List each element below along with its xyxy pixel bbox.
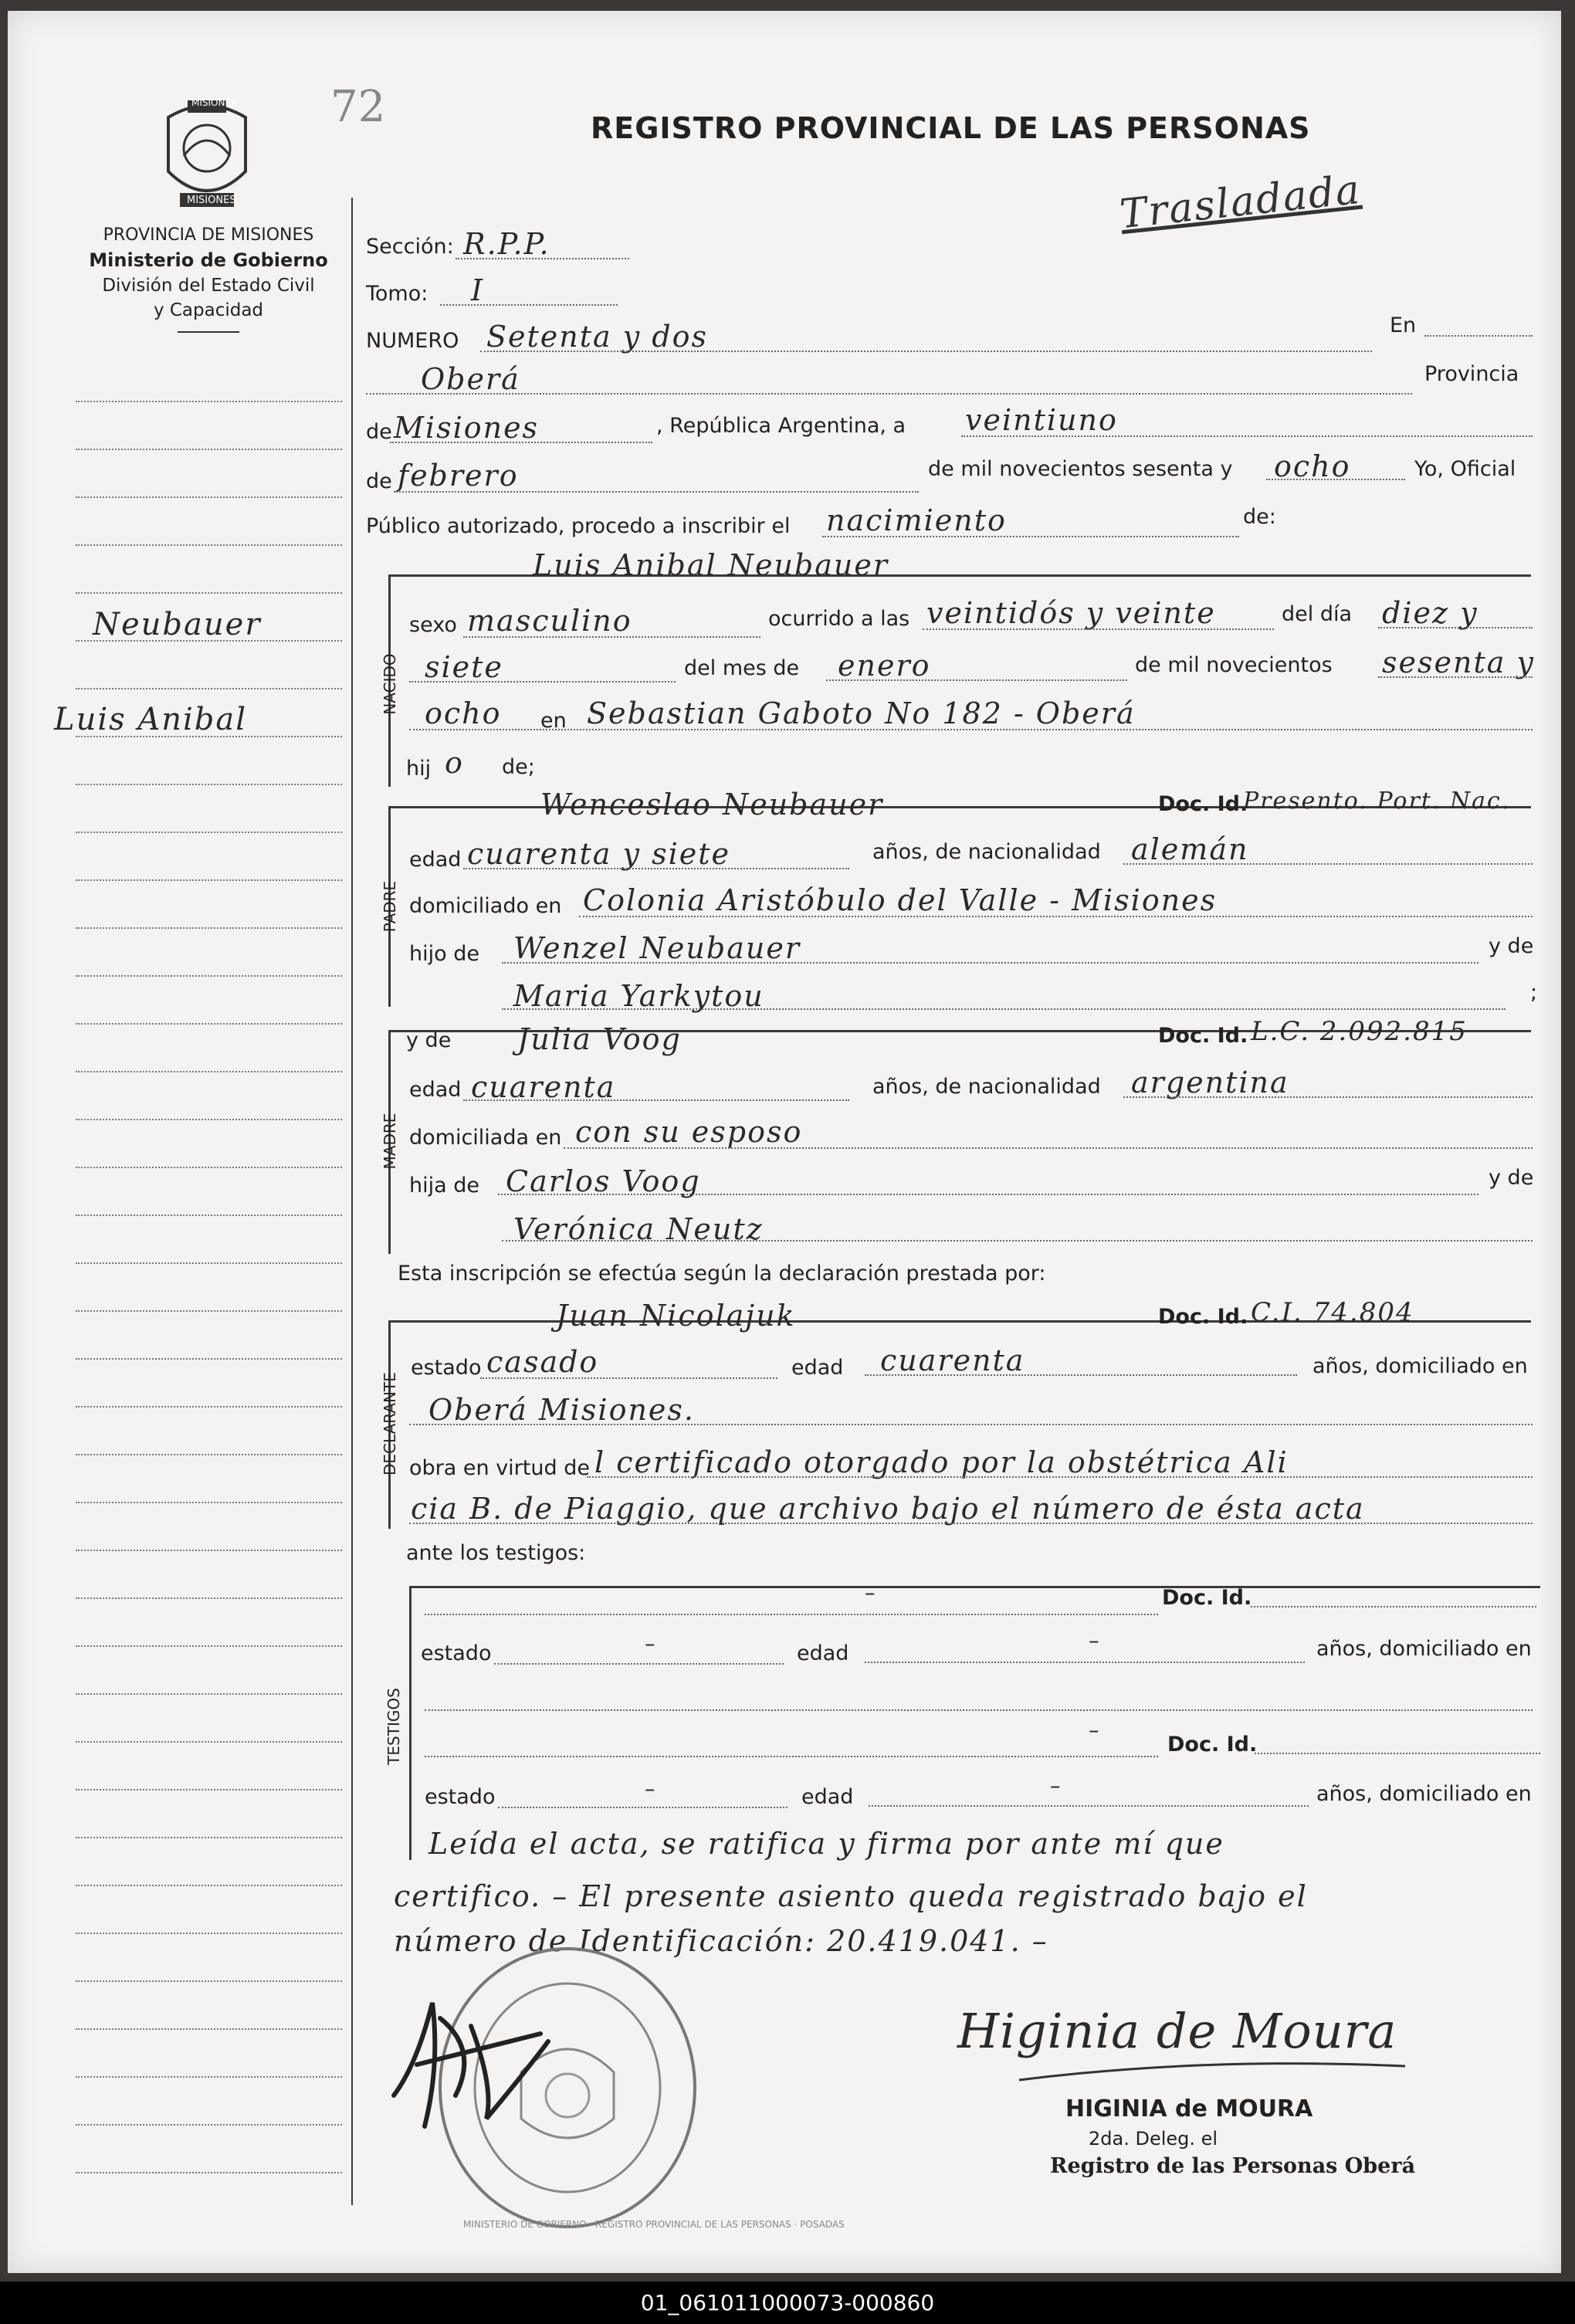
madre-father-name: Carlos Voog xyxy=(506,1164,701,1198)
padre-doc-label: Doc. Id. xyxy=(1158,792,1248,816)
margin-ruled-line xyxy=(76,1406,342,1408)
testigo1-edad-label: edad xyxy=(797,1641,849,1665)
closing-line-3: número de Identificación: 20.419.041. – xyxy=(394,1924,1048,1958)
image-caption: 01_061011000073-000860 xyxy=(0,2282,1575,2324)
padre-mother-name: Maria Yarkytou xyxy=(513,979,764,1013)
margin-ruled-line xyxy=(76,832,342,833)
provincia-value: Misiones xyxy=(394,411,540,445)
nacido-name: Luis Anibal Neubauer xyxy=(533,548,889,582)
office-line-4: y Capacidad xyxy=(153,300,264,320)
testigo1-dash: – xyxy=(865,1581,876,1605)
dia-value: diez y xyxy=(1382,596,1478,630)
margin-column-rule xyxy=(351,198,353,2205)
padre-semicolon: ; xyxy=(1530,981,1538,1004)
testigo1-estado-label: estado xyxy=(421,1641,492,1665)
hora-value: veintidós y veinte xyxy=(926,596,1216,630)
publico-label: Público autorizado, procedo a inscribir el xyxy=(366,514,791,538)
madre-label: MADRE xyxy=(381,1113,399,1170)
margin-ruled-line xyxy=(76,1502,342,1503)
margin-given-names: Luis Anibal xyxy=(54,702,248,737)
de-label: de xyxy=(366,420,392,444)
padre-y-de-label: y de xyxy=(1489,934,1534,958)
registrar-role: 2da. Deleg. el xyxy=(1089,2128,1218,2150)
lugar-value: Sebastian Gaboto No 182 - Oberá xyxy=(587,696,1136,730)
anio-value-cont: ocho xyxy=(425,696,502,730)
declarante-obra-label: obra en virtud de xyxy=(409,1456,590,1480)
madre-name: Julia Voog xyxy=(517,1022,682,1056)
republica-label: , República Argentina, a xyxy=(656,414,906,438)
seal-text: MINISTERIO DE GOBIERNO · REGISTRO PROVINCIAL DE LAS PERSONAS · POSADAS xyxy=(463,2219,845,2230)
margin-ruled-line xyxy=(76,1071,342,1072)
office-line-1: PROVINCIA DE MISIONES xyxy=(103,225,314,245)
testigos-label: TESTIGOS xyxy=(384,1688,403,1765)
margin-ruled-line xyxy=(76,1119,342,1120)
madre-domiciliada-label: domiciliada en xyxy=(409,1126,562,1150)
crest-top-text: MISIONES xyxy=(191,97,237,108)
registry-page xyxy=(8,11,1561,2273)
day-value: veintiuno xyxy=(965,403,1118,437)
margin-ruled-line xyxy=(76,1550,342,1551)
testigo2-edad-label: edad xyxy=(801,1785,854,1809)
margin-ruled-line xyxy=(76,1693,342,1695)
del-dia-label: del día xyxy=(1282,602,1353,626)
office-block xyxy=(54,225,363,333)
ocurrido-label: ocurrido a las xyxy=(768,607,910,631)
padre-name: Wenceslao Neubauer xyxy=(540,788,884,822)
margin-ruled-line xyxy=(76,401,342,402)
madre-doc-label: Doc. Id. xyxy=(1158,1024,1248,1048)
sexo-label: sexo xyxy=(409,613,457,637)
declarante-edad-value: cuarenta xyxy=(880,1343,1025,1377)
office-underline xyxy=(178,331,239,333)
margin-ruled-line xyxy=(76,2076,342,2078)
margin-ruled-line xyxy=(76,1933,342,1934)
declarante-name: Juan Nicolajuk xyxy=(556,1299,796,1333)
margin-ruled-line xyxy=(76,927,342,929)
testigo1-estado-dash: – xyxy=(645,1632,655,1656)
registrar-office: Registro de las Personas Oberá xyxy=(1050,2154,1416,2178)
margin-ruled-line xyxy=(76,2028,342,2030)
margin-ruled-line xyxy=(76,1167,342,1168)
mes-value: enero xyxy=(838,649,931,683)
padre-nacionalidad-value: alemán xyxy=(1131,832,1249,866)
padre-hijo-de-label: hijo de xyxy=(409,942,479,966)
month-value: febrero xyxy=(398,459,519,493)
margin-ruled-line xyxy=(76,1310,342,1312)
padre-anos-label: años, de nacionalidad xyxy=(872,840,1101,864)
yo-oficial-label: Yo, Oficial xyxy=(1414,457,1516,481)
hijo-suffix: o xyxy=(445,746,464,780)
margin-ruled-line xyxy=(76,449,342,450)
testigo2-anos-label: años, domiciliado en xyxy=(1316,1782,1532,1806)
registrar-name: HIGINIA de MOURA xyxy=(1065,2095,1313,2122)
madre-edad-value: cuarenta xyxy=(471,1070,616,1104)
office-line-3: División del Estado Civil xyxy=(102,276,315,296)
madre-hija-de-label: hija de xyxy=(409,1174,479,1198)
testigo2-estado-dash: – xyxy=(645,1777,655,1801)
closing-line-1: Leída el acta, se ratifica y firma por ante mí que xyxy=(428,1827,1224,1861)
declarante-obra-value: l certificado otorgado por la obstétrica Ali xyxy=(594,1445,1289,1479)
testigos-bracket xyxy=(409,1586,412,1860)
padre-doc-value: Presento. Port. Nac. xyxy=(1243,788,1511,815)
padre-father-name: Wenzel Neubauer xyxy=(513,931,801,965)
declarante-intro: Esta inscripción se efectúa según la declaración prestada por: xyxy=(398,1262,1046,1286)
margin-ruled-line xyxy=(76,879,342,881)
year-value: ocho xyxy=(1274,449,1351,483)
margin-ruled-line xyxy=(76,2172,342,2173)
de2-label: de xyxy=(366,469,392,493)
margin-ruled-line xyxy=(76,1023,342,1025)
declarante-doc-value: C.I. 74.804 xyxy=(1251,1297,1414,1328)
madre-nacionalidad-value: argentina xyxy=(1131,1065,1289,1099)
declarante-estado-value: casado xyxy=(486,1345,599,1379)
margin-surname: Neubauer xyxy=(93,607,262,642)
madre-edad-label: edad xyxy=(409,1078,462,1102)
numero-value: Setenta y dos xyxy=(486,320,709,354)
margin-ruled-line xyxy=(76,784,342,785)
margin-ruled-line xyxy=(76,2124,342,2126)
crest-bottom-text: MISIONES xyxy=(187,195,236,206)
tomo-value: I xyxy=(471,273,485,307)
nacido-label: NACIDO xyxy=(381,653,399,715)
sexo-value: masculino xyxy=(467,604,632,638)
margin-ruled-line xyxy=(76,1789,342,1790)
hijo-label: hij xyxy=(406,757,432,781)
margin-ruled-line xyxy=(76,975,342,977)
anio-value: sesenta y xyxy=(1382,645,1535,679)
margin-ruled-line xyxy=(76,1358,342,1360)
margin-ruled-line xyxy=(76,544,342,546)
margin-ruled-line xyxy=(76,592,342,594)
madre-doc-value: L.C. 2.092.815 xyxy=(1251,1016,1468,1047)
margin-ruled-line xyxy=(76,1262,342,1264)
madre-anos-label: años, de nacionalidad xyxy=(872,1075,1101,1099)
padre-edad-value: cuarenta y siete xyxy=(467,837,730,871)
margin-ruled-line xyxy=(76,1215,342,1216)
registrar-signature: Higinia de Moura xyxy=(957,2003,1397,2059)
dia-value-cont: siete xyxy=(425,650,503,684)
margin-ruled-line xyxy=(76,1645,342,1647)
padre-edad-label: edad xyxy=(409,848,462,872)
margin-ruled-line xyxy=(76,1837,342,1838)
declarante-domicilio-value: Oberá Misiones. xyxy=(428,1393,696,1427)
page-title: REGISTRO PROVINCIAL DE LAS PERSONAS xyxy=(591,111,1311,145)
seccion-value: R.P.P. xyxy=(463,227,550,261)
year-label: de mil novecientos sesenta y xyxy=(928,457,1233,481)
testigo2-estado-label: estado xyxy=(425,1785,496,1809)
testigo2-dash: – xyxy=(1089,1719,1099,1743)
declarante-edad-label: edad xyxy=(791,1356,844,1380)
padre-domicilio-value: Colonia Aristóbulo del Valle - Misiones xyxy=(583,883,1218,917)
closing-line-2: certifico. – El presente asiento queda registrado bajo el xyxy=(394,1879,1308,1913)
en-label: En xyxy=(1390,313,1417,337)
madre-y-de-label2: y de xyxy=(1489,1166,1534,1190)
margin-ruled-line xyxy=(76,496,342,498)
officer-initial-signature xyxy=(371,1972,571,2142)
margin-ruled-line xyxy=(76,688,342,689)
madre-y-de-label: y de xyxy=(406,1028,452,1052)
declarante-estado-label: estado xyxy=(411,1356,482,1380)
de-colon-label: de: xyxy=(1243,505,1276,529)
numero-label: NUMERO xyxy=(366,329,459,353)
office-line-2: Ministerio de Gobierno xyxy=(89,249,328,271)
tomo-label: Tomo: xyxy=(366,282,428,306)
testigo1-doc-label: Doc. Id. xyxy=(1162,1586,1252,1610)
margin-ruled-line xyxy=(76,1741,342,1743)
declarante-doc-label: Doc. Id. xyxy=(1158,1305,1248,1329)
margin-ruled-line xyxy=(76,1454,342,1455)
signature-flourish xyxy=(1011,2057,1413,2088)
padre-domiciliado-label: domiciliado en xyxy=(409,894,562,918)
testigo1-anos-label: años, domiciliado en xyxy=(1316,1637,1532,1661)
de-semicolon-label: de; xyxy=(502,755,535,779)
testigo1-edad-dash: – xyxy=(1089,1629,1099,1653)
madre-domicilio-value: con su esposo xyxy=(575,1115,803,1149)
en-lugar-label: en xyxy=(540,709,567,733)
padre-label: PADRE xyxy=(381,880,399,933)
act-type-value: nacimiento xyxy=(826,503,1007,537)
declarante-anos-label: años, domiciliado en xyxy=(1312,1354,1528,1378)
testigo2-doc-label: Doc. Id. xyxy=(1167,1733,1258,1757)
page-number: 72 xyxy=(330,82,386,132)
testigo2-edad-dash: – xyxy=(1050,1774,1061,1798)
provincia-label: Provincia xyxy=(1424,362,1519,386)
madre-mother-name: Verónica Neutz xyxy=(513,1212,764,1246)
mil-label: de mil novecientos xyxy=(1135,653,1333,677)
ante-testigos-label: ante los testigos: xyxy=(406,1541,586,1565)
place-value: Oberá xyxy=(421,362,520,396)
margin-ruled-line xyxy=(76,1980,342,1982)
declarante-obra-value-cont: cia B. de Piaggio, que archivo bajo el número de ésta acta xyxy=(411,1492,1365,1526)
trasladada-stamp: Trasladada xyxy=(1117,166,1363,239)
del-mes-label: del mes de xyxy=(684,656,800,680)
margin-ruled-line xyxy=(76,1885,342,1886)
declarante-label: DECLARANTE xyxy=(381,1372,399,1475)
margin-ruled-line xyxy=(76,1597,342,1599)
seccion-label: Sección: xyxy=(366,235,454,259)
